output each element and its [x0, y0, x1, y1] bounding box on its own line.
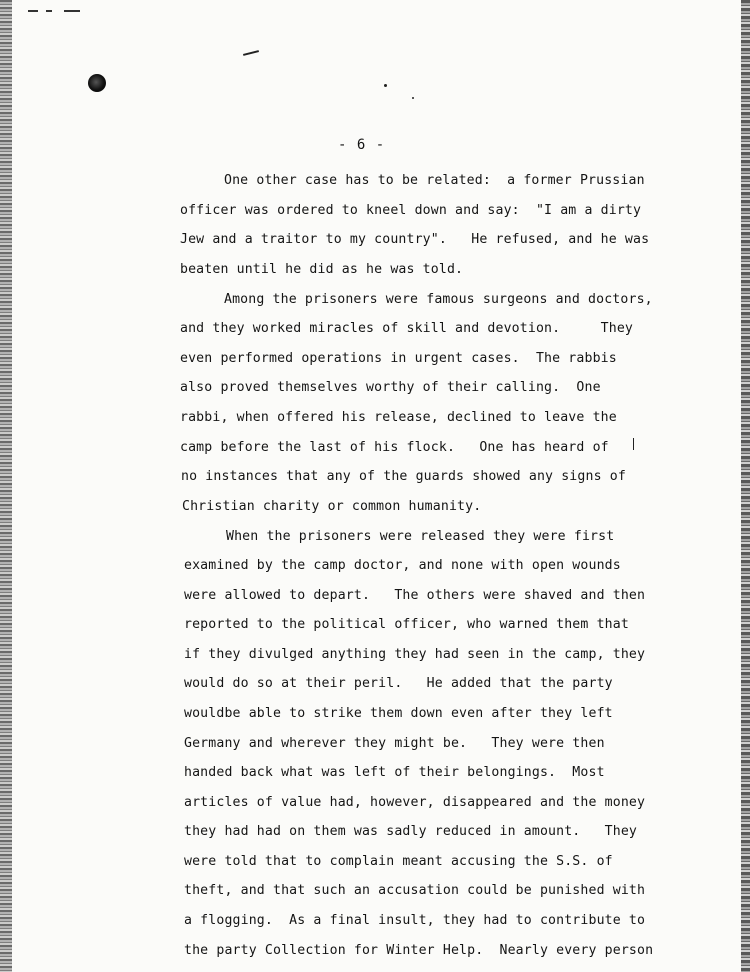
- text-line: camp before the last of his flock. One has heard of: [180, 440, 609, 455]
- text-line: examined by the camp doctor, and none with open wounds: [184, 558, 621, 573]
- text-line: they had had on them was sadly reduced in amount. They: [184, 824, 638, 839]
- text-line: were told that to complain meant accusing the S.S. of: [184, 854, 613, 869]
- scan-mark: [46, 10, 52, 12]
- text-line: wouldbe able to strike them down even after they left: [184, 706, 613, 721]
- text-line: no instances that any of the guards showed any signs of: [181, 469, 626, 484]
- text-line: When the prisoners were released they were first: [226, 529, 615, 544]
- text-line: officer was ordered to kneel down and say: "I am a dirty: [180, 203, 642, 218]
- scan-speck: [384, 84, 387, 87]
- text-line: theft, and that such an accusation could be punished with: [184, 883, 646, 898]
- text-line: and they worked miracles of skill and devotion. They: [180, 321, 634, 336]
- text-line: Jew and a traitor to my country". He refused, and he was: [180, 232, 650, 247]
- text-line: One other case has to be related: a former Prussian: [224, 173, 645, 188]
- text-line: the party Collection for Winter Help. Nearly every person: [184, 943, 654, 958]
- scan-mark: [28, 10, 38, 12]
- text-line: a flogging. As a final insult, they had to contribute to: [184, 913, 646, 928]
- stray-mark: [243, 50, 259, 56]
- text-line: articles of value had, however, disappeared and the money: [184, 795, 646, 810]
- page-number: - 6 -: [338, 137, 386, 153]
- scan-edge-left: [0, 0, 12, 972]
- text-line: also proved themselves worthy of their calling. One: [180, 380, 601, 395]
- text-line: if they divulged anything they had seen in the camp, they: [184, 647, 646, 662]
- text-line: Christian charity or common humanity.: [182, 499, 482, 514]
- text-line: Among the prisoners were famous surgeons and doctors,: [224, 292, 653, 307]
- text-line: handed back what was left of their belongings. Most: [184, 765, 605, 780]
- punch-hole: [88, 74, 106, 92]
- text-line: would do so at their peril. He added that the party: [184, 676, 613, 691]
- text-line: even performed operations in urgent cases. The rabbis: [180, 351, 617, 366]
- text-line: Germany and wherever they might be. They were then: [184, 736, 605, 751]
- text-line: beaten until he did as he was told.: [180, 262, 464, 277]
- scan-mark: [64, 10, 80, 12]
- text-line: were allowed to depart. The others were shaved and then: [184, 588, 646, 603]
- scan-edge-right: [741, 0, 750, 972]
- text-line: rabbi, when offered his release, declined to leave the: [180, 410, 617, 425]
- text-line: reported to the political officer, who warned them that: [184, 617, 629, 632]
- scan-speck: [412, 97, 414, 99]
- scan-speck: [633, 438, 634, 450]
